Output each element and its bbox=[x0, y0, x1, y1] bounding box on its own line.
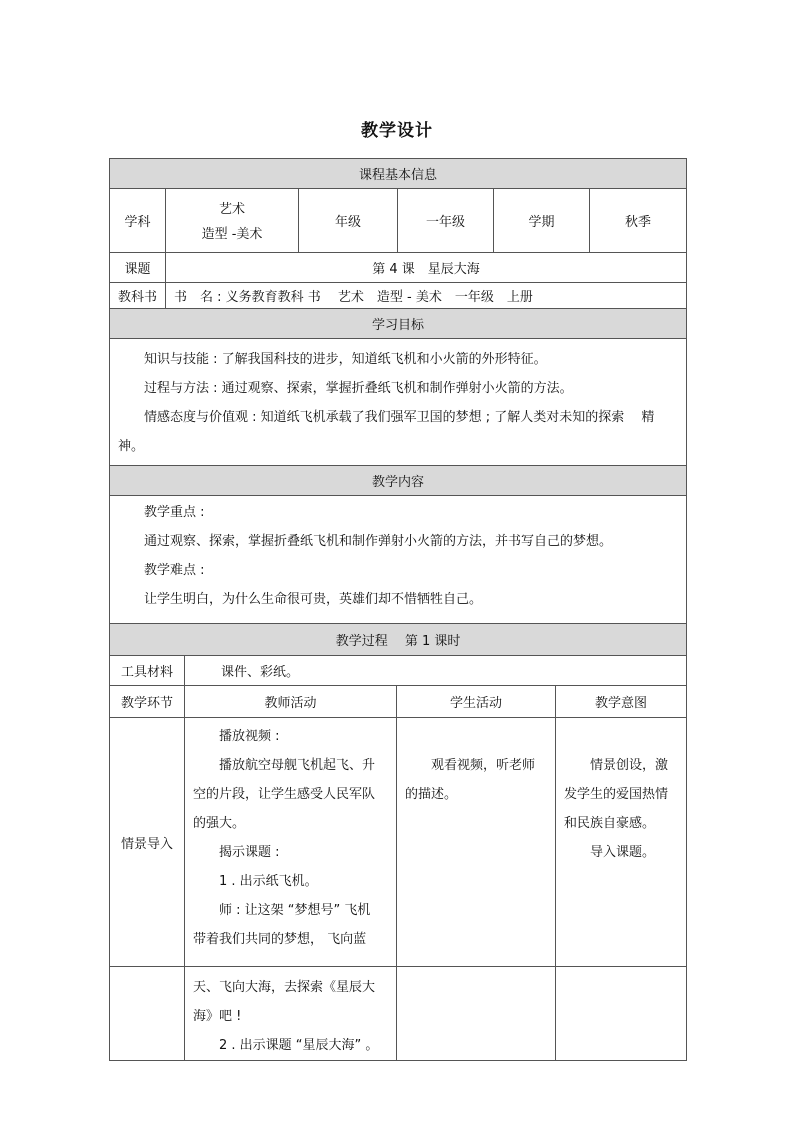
teacher-line: 空的片段，让学生感受人民军队 bbox=[193, 787, 376, 802]
key-point-text: 通过观察、探索，掌握折叠纸飞机和制作弹射小火箭的方法，并书写自己的梦想。 bbox=[144, 534, 613, 549]
tools-label: 工具材料 bbox=[110, 656, 185, 686]
teacher-line: 带着我们共同的梦想， 飞向蓝 bbox=[193, 932, 367, 947]
teacher-cont-line: 2 . 出示课题 “星辰大海” 。 bbox=[219, 1038, 379, 1053]
section-process: 教学过程 第 1 课时 bbox=[110, 624, 687, 656]
info-table bbox=[109, 158, 687, 656]
objective-process: 过程与方法 : 通过观察、探索，掌握折叠纸飞机和制作弹射小火箭的方法。 bbox=[144, 381, 573, 396]
teacher-activity-cont-cell bbox=[185, 967, 397, 1061]
header-teacher: 教师活动 bbox=[185, 686, 397, 718]
topic-label: 课题 bbox=[110, 253, 166, 283]
student-line: 的描述。 bbox=[405, 787, 458, 802]
section-basic-info: 课程基本信息 bbox=[110, 159, 687, 189]
student-activity-cell bbox=[397, 718, 556, 967]
subject-value bbox=[166, 189, 299, 253]
teacher-line: 播放航空母舰飞机起飞、升 bbox=[219, 758, 376, 773]
intent-line: 发学生的爱国热情 bbox=[564, 787, 669, 802]
subject-label: 学科 bbox=[110, 189, 166, 253]
difficulty-text: 让学生明白，为什么生命很可贵，英雄们却不惜牺牲自己。 bbox=[144, 592, 483, 607]
objectives-cell bbox=[110, 339, 687, 466]
teacher-cont-line: 天、飞向大海，去探索《星辰大 bbox=[193, 980, 376, 995]
stage-cell: 情景导入 bbox=[110, 718, 185, 967]
section-objectives: 学习目标 bbox=[110, 309, 687, 339]
header-intent: 教学意图 bbox=[556, 686, 687, 718]
objective-knowledge: 知识与技能 : 了解我国科技的进步，知道纸飞机和小火箭的外形特征。 bbox=[144, 352, 547, 367]
process-table bbox=[109, 655, 687, 1061]
intent-cont-empty bbox=[556, 967, 687, 1061]
document-title: 教学设计 bbox=[361, 121, 433, 141]
student-line: 观看视频，听老师 bbox=[431, 758, 536, 773]
teacher-line: 师 : 让这架 “梦想号” 飞机 bbox=[219, 903, 371, 918]
header-stage: 教学环节 bbox=[110, 686, 185, 718]
student-cont-empty bbox=[397, 967, 556, 1061]
content-cell bbox=[110, 496, 687, 624]
section-content: 教学内容 bbox=[110, 466, 687, 496]
objective-attitude-tail: 神。 bbox=[118, 439, 145, 454]
textbook-value: 书 名 : 义务教育教科 书 艺术 造型 - 美术 一年级 上册 bbox=[166, 283, 687, 309]
subject-line2: 造型 -美术 bbox=[201, 227, 263, 242]
term-label: 学期 bbox=[494, 189, 590, 253]
intent-cell bbox=[556, 718, 687, 967]
difficulty-label: 教学难点 : bbox=[144, 563, 205, 578]
teacher-line: 1 . 出示纸飞机。 bbox=[219, 874, 318, 889]
subject-line1: 艺术 bbox=[218, 202, 245, 217]
grade-label: 年级 bbox=[299, 189, 398, 253]
header-student: 学生活动 bbox=[397, 686, 556, 718]
textbook-label: 教科书 bbox=[110, 283, 166, 309]
grade-value: 一年级 bbox=[398, 189, 494, 253]
intent-line: 和民族自豪感。 bbox=[564, 816, 656, 831]
teacher-line: 揭示课题 : bbox=[219, 845, 280, 860]
intent-line: 情景创设，激 bbox=[590, 758, 669, 773]
stage-cell-empty bbox=[110, 967, 185, 1061]
teacher-line: 的强大。 bbox=[193, 816, 246, 831]
topic-value: 第 4 课 星辰大海 bbox=[166, 253, 687, 283]
teacher-activity-cell bbox=[185, 718, 397, 967]
teacher-cont-line: 海》吧 ! bbox=[193, 1009, 242, 1024]
objective-attitude: 情感态度与价值观 : 知道纸飞机承载了我们强军卫国的梦想 ; 了解人类对未知的探索 精 bbox=[144, 410, 655, 425]
tools-value: 课件、彩纸。 bbox=[185, 656, 687, 686]
term-value: 秋季 bbox=[590, 189, 687, 253]
key-point-label: 教学重点 : bbox=[144, 505, 205, 520]
intent-line: 导入课题。 bbox=[590, 845, 656, 860]
teacher-line: 播放视频 : bbox=[219, 729, 280, 744]
lesson-plan-table bbox=[109, 158, 686, 1061]
